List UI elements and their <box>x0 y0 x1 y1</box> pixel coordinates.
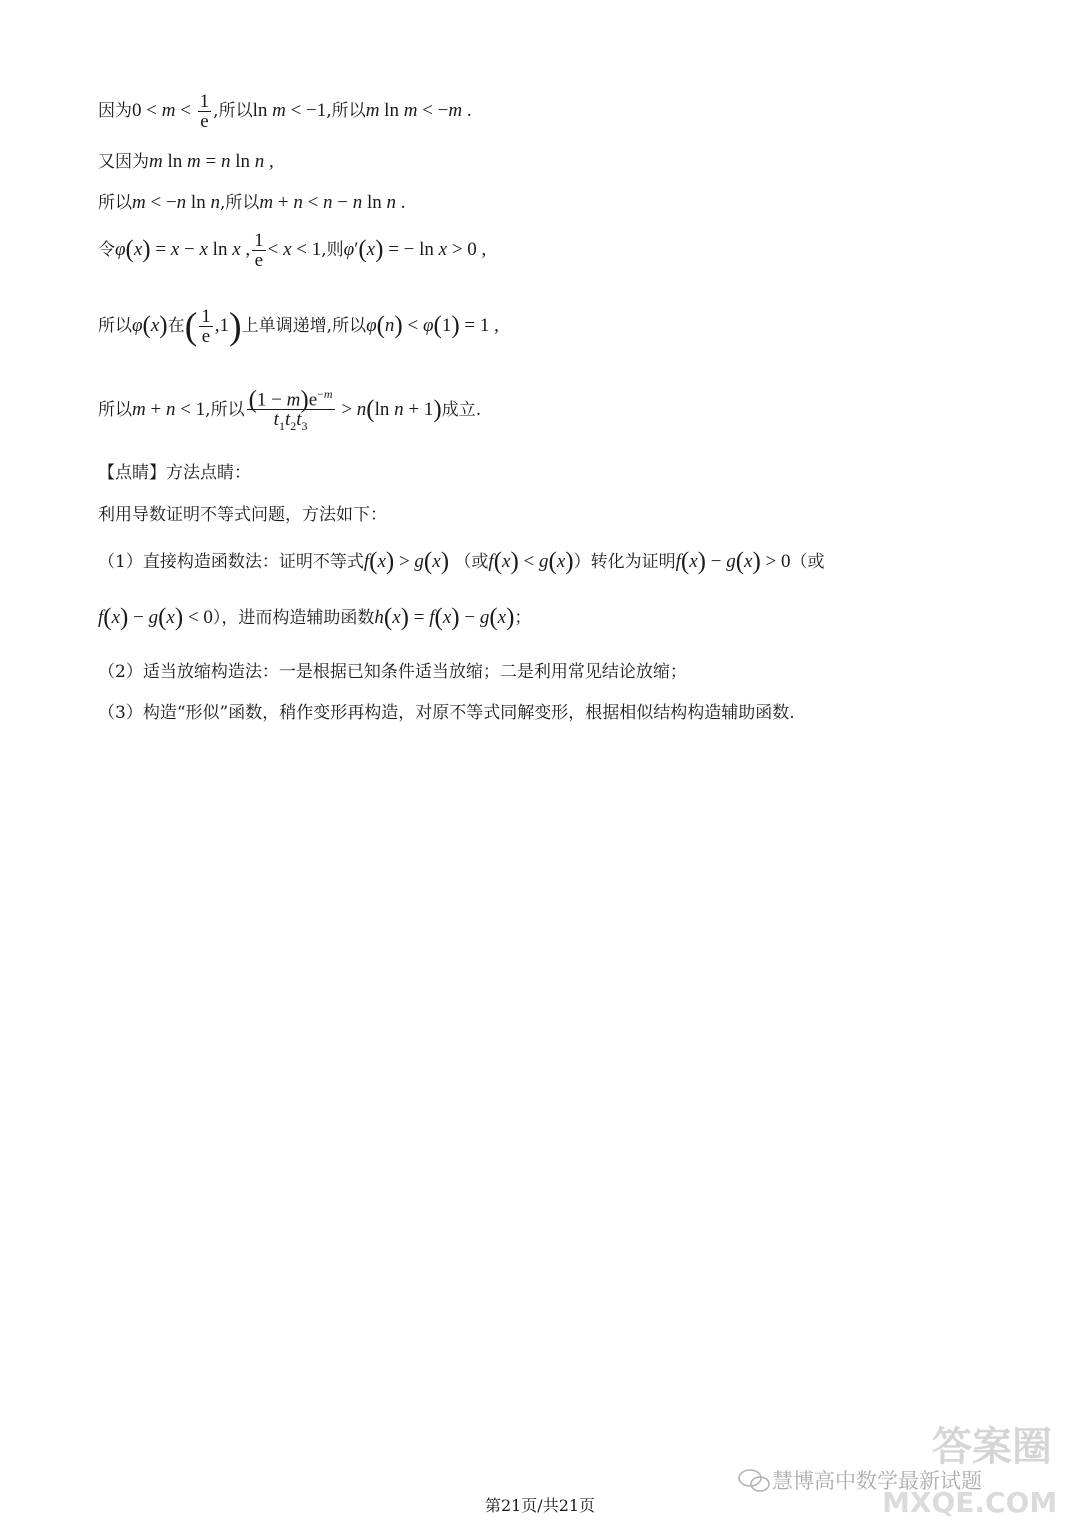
math: φ(n) < φ(1) = 1 , <box>366 311 499 339</box>
dianjing-item-1-cont <box>98 606 531 630</box>
text: ,则 <box>321 239 344 260</box>
text: 所以 <box>98 315 132 336</box>
dianjing-intro: 利用导数证明不等式问题，方法如下： <box>98 505 387 525</box>
text: ）转化为证明 <box>573 552 676 572</box>
math: φ(x) = x − x ln x , $\frac{1}{e}$ < x < 1 <box>115 230 322 271</box>
math: f(x) > g(x) <box>363 548 450 575</box>
text: 所以 <box>98 193 132 213</box>
dianjing-item-2: （2）适当放缩构造法：一是根据已知条件适当放缩；二是利用常见结论放缩； <box>98 662 687 682</box>
math: φ′(x) = − ln x > 0 , <box>343 235 487 263</box>
text: （1）直接构造函数法：证明不等式 <box>98 552 364 572</box>
text: ,所以 <box>326 100 366 121</box>
page-footer: 第21页/共21页 <box>484 1496 596 1515</box>
text: ； <box>514 608 532 628</box>
dianjing-heading: 【点睛】方法点睛： <box>98 463 251 483</box>
math: f(x) − g(x) < 0 <box>98 604 213 631</box>
text: 所以 <box>98 399 132 420</box>
math: f(x) − g(x) > 0 <box>675 548 791 575</box>
line-1 <box>98 92 472 131</box>
text: ,所以 <box>213 100 253 121</box>
text: 因为 <box>98 100 132 121</box>
math: f(x) < g(x) <box>488 548 574 575</box>
text: ,所以 <box>219 193 260 213</box>
text: ,所以 <box>205 399 245 420</box>
text: 令 <box>98 239 115 260</box>
line-4 <box>98 231 486 270</box>
text: ），进而构造辅助函数 <box>212 608 375 628</box>
line-2 <box>98 150 274 174</box>
math: m ln m < −m . <box>365 99 472 121</box>
text: 上单调递增,所以 <box>241 315 367 336</box>
math: m < −n ln n <box>132 192 220 213</box>
dianjing-item-3: （3）构造“形似”函数，稍作变形再构造，对原不等式同解变形，根据相似结构构造辅助函数. <box>98 703 795 723</box>
line-6 <box>98 385 481 436</box>
text: （或 <box>790 552 825 572</box>
text: （或 <box>454 552 489 572</box>
math: $\frac{(1 - m)e^{-m}}{t_1t_2t_3}$ > n(ln n + 1) <box>248 386 442 434</box>
math: m ln m = n ln n , <box>149 151 274 172</box>
math: m + n < n − n ln n . <box>259 192 406 213</box>
math: 0 < m < $\frac{1}{e}$ <box>132 91 210 132</box>
text: 在 <box>167 315 185 336</box>
watermark-logo: 答案圈 <box>932 1424 1052 1470</box>
dianjing-item-1 <box>98 550 825 574</box>
text: 又因为 <box>98 152 149 172</box>
math: ln m < −1 <box>252 99 327 121</box>
math: φ(x) <box>132 311 168 339</box>
watermark-site: MXQE.COM <box>882 1486 1056 1516</box>
text: 成立. <box>441 399 482 420</box>
line-3 <box>98 191 406 215</box>
math: h(x) = f(x) − g(x) <box>374 604 515 631</box>
line-5 <box>98 307 499 346</box>
math: ( $\frac{1}{e}$ ,1) <box>184 305 242 348</box>
watermark-text: 慧博高中数学最新试题 <box>772 1469 982 1493</box>
math: m + n < 1 <box>132 398 206 420</box>
